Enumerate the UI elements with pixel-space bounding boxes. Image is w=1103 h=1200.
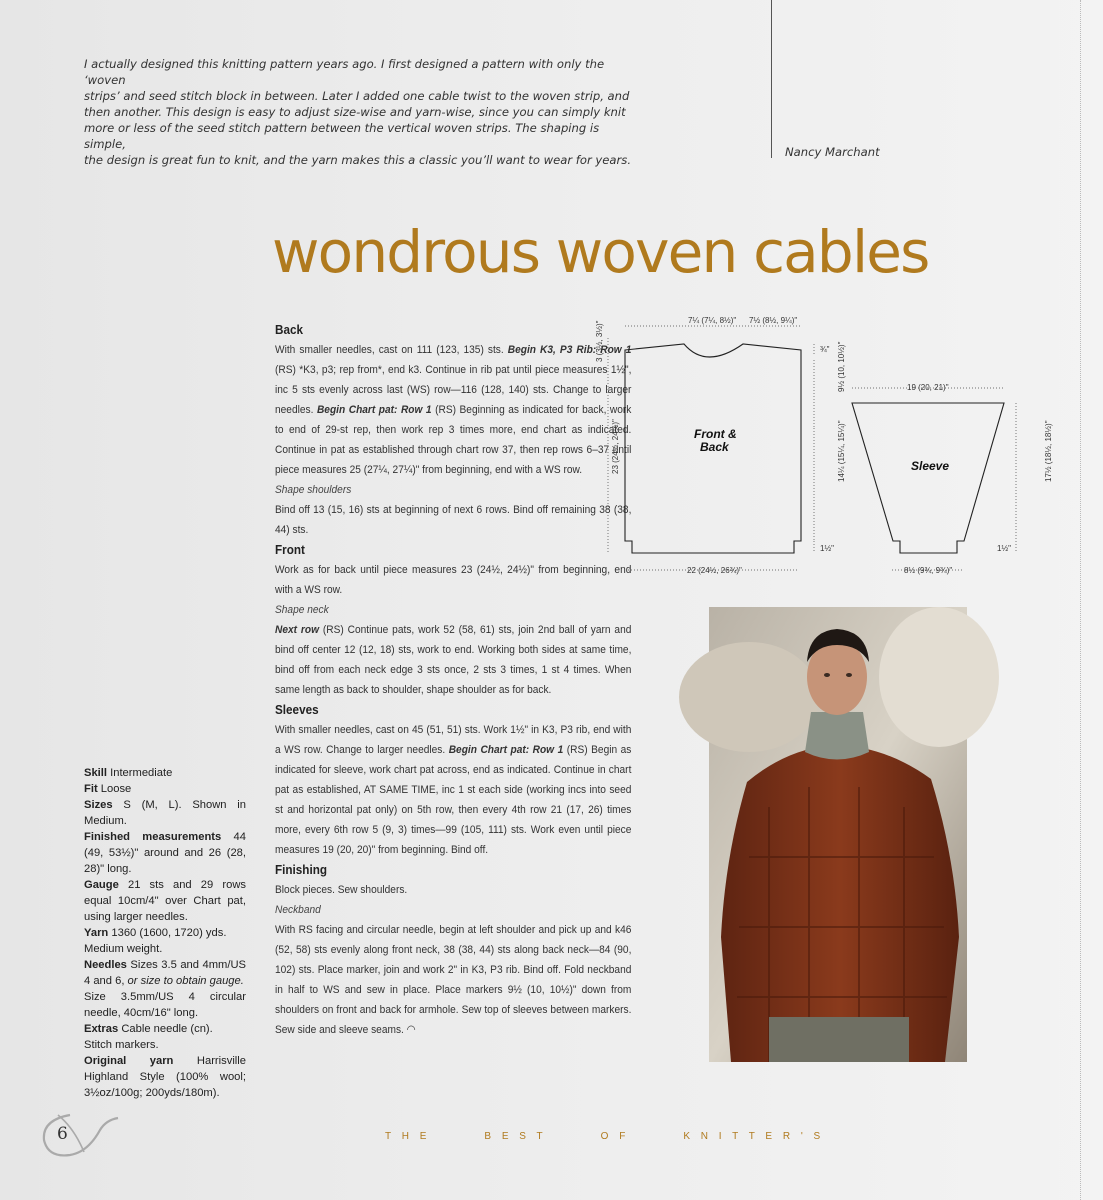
divider-rule (771, 0, 772, 158)
intro-line: then another. This design is easy to adjust size-wise and yarn-wise, since you can simply knit (84, 105, 626, 119)
front-text-2: Next row (RS) Continue pats, work 52 (58, 61) sts, join 2nd ball of yarn and bind off center 12 (12, 18) sts, work to end. Working both sides at same time, bind off from each neck edge 3 sts once, 2 sts 3 times, 1 st 4 times. When same length as back to shoulder, shape shoulder as for back. (275, 624, 632, 696)
back-text-2: Bind off 13 (15, 16) sts at beginning of next 6 rows. Bind off remaining 38 (38, 44) sts. (275, 504, 632, 536)
subheading-shape-neck: Shape neck (275, 604, 329, 616)
spec-sizes: Sizes S (M, L). Shown in Medium. (84, 799, 246, 827)
intro-line: I actually designed this knitting pattern years ago. I first designed a pattern with only the ‘woven (84, 57, 605, 87)
sleeve-outline (852, 403, 1004, 553)
dim-body-length: 23 (24½, 24½)" (611, 419, 620, 474)
dim-neck-drop: ¾" (820, 345, 830, 354)
pattern-specs (84, 765, 246, 1101)
spec-original-yarn: Original yarn Harrisville Highland Style (100% wool; 3½oz/100g; 200yds/180m). (84, 1055, 247, 1099)
author-name: Nancy Marchant (785, 145, 880, 159)
footer-word: T H E (385, 1131, 431, 1142)
dim-top-2: 7½ (8½, 9¼)" (749, 316, 798, 325)
label-sleeve: Sleeve (911, 459, 950, 473)
spec-extras: Extras Cable needle (cn). (84, 1023, 213, 1035)
finishing-text: Block pieces. Sew shoulders. (275, 884, 408, 896)
garment-schematic (592, 308, 1053, 588)
label-front-back-1: Front & (694, 427, 737, 441)
spec-yarn: Yarn 1360 (1600, 1720) yds. (84, 927, 227, 939)
end-mark-icon: ◠ (406, 1024, 416, 1036)
spec-skill: Skill Intermediate (84, 767, 173, 779)
spec-needles-2: Size 3.5mm/US 4 circular needle, 40cm/16" long. (84, 991, 246, 1019)
dim-sleeve-cuff: 8½ (9¾, 9¾)" (904, 566, 953, 575)
front-text: Work as for back until piece measures 23 (24½, 24½)" from beginning, end with a WS row. (275, 564, 632, 596)
page-title: wondrous woven cables (272, 218, 929, 286)
footer-word: K N I T T E R ' S (683, 1131, 825, 1142)
intro-line: the design is great fun to knit, and the yarn makes this a classic you’ll want to wear for years. (84, 153, 632, 167)
spec-gauge: Gauge 21 sts and 29 rows equal 10cm/4" over Chart pat, using larger needles. (84, 879, 246, 923)
section-heading-front: Front (275, 542, 305, 557)
dim-side-length: 14¼ (15¼, 15¼)" (837, 420, 846, 482)
section-heading-sleeves: Sleeves (275, 702, 319, 717)
label-front-back-2: Back (700, 440, 729, 454)
spec-finished: Finished measurements 44 (49, 53½)" around and 26 (28, 28)" long. (84, 831, 246, 875)
section-heading-finishing: Finishing (275, 862, 328, 877)
page-number: 6 (57, 1124, 68, 1144)
spec-needles: Needles Sizes 3.5 and 4mm/US 4 and 6, or size to obtain gauge. (84, 959, 246, 987)
back-text: With smaller needles, cast on 111 (123, 135) sts. Begin K3, P3 Rib: Row 1 (RS) *K3, p3; rep from*, end k3. Continue in rib pat until piece measures 1½", inc 5 sts evenly across last (WS) row—116 (128, 140) sts. Change to larger needles. Begin Chart pat: Row 1 (RS) Beginning as indicated for back, work to end of 29-st rep, then work rep 3 times more, end chart as indicated. Continue in pat as established through chart row 37, then rep rows 6–37 until piece measures 25 (27¼, 27¼)" from beginning, end with a WS row. (275, 344, 632, 476)
footer-word: B E S T (484, 1131, 547, 1142)
dim-shoulder: 3 (3½, 3½)" (595, 320, 604, 362)
spec-fit: Fit Loose (84, 783, 132, 795)
intro-paragraph (84, 56, 636, 168)
sleeves-text: With smaller needles, cast on 45 (51, 51) sts. Work 1½" in K3, P3 rib, end with a WS row. Change to larger needles. Begin Chart pat: Row 1 (RS) Begin as indicated for sleeve, work chart pat across, end as indicated. Continue in chart pat as established, AT SAME TIME, inc 1 st each side (working incs into seed st and horizontal pat only) on 5th row, then every 4th row 21 (17, 26) times more, every 6th row 5 (9, 3) times—99 (105, 111) sts. Work even until piece measures 19 (20, 20)" from beginning. Bind off. (275, 724, 632, 856)
page-number-ornament (40, 1110, 120, 1160)
subheading-neckband: Neckband (275, 904, 321, 916)
finishing-text-2: With RS facing and circular needle, begin at left shoulder and pick up and k46 (52, 58) sts evenly along front neck, 38 (38, 44) sts along back neck—84 (90, 102) sts. Place marker, join and work 2" in K3, P3 rib. Bind off. Fold neckband in half to WS and sew in place. Place markers 9½ (10, 10½)" down from shoulders on front and back for armhole. Sew top of sleeves between markers. Sew side and sleeve seams. ◠ (275, 924, 632, 1036)
dim-rib-body: 1½" (820, 544, 834, 553)
spec-yarn-weight: Medium weight. (84, 943, 163, 955)
section-heading-back: Back (275, 322, 303, 337)
dim-sleeve-top: 19 (20, 21)" (907, 383, 949, 392)
intro-line: strips’ and seed stitch block in between. Later I added one cable twist to the woven strip, and (84, 89, 630, 103)
dim-sleeve-length: 17½ (18½, 18½)" (1044, 420, 1053, 482)
model-photo (709, 607, 967, 1062)
spec-extras-2: Stitch markers. (84, 1039, 159, 1051)
footer-title (385, 1131, 824, 1142)
footer-word: O F (600, 1131, 630, 1142)
dim-rib-sleeve: 1½" (997, 544, 1011, 553)
dim-body-width: 22 (24½, 26¾)" (687, 566, 742, 575)
dim-top-1: 7¼ (7¼, 8½)" (688, 316, 737, 325)
dim-armhole: 9½ (10, 10½)" (837, 341, 846, 392)
page-edge-rule (1080, 0, 1082, 1200)
subheading-shape-shoulders: Shape shoulders (275, 484, 352, 496)
intro-line: more or less of the seed stitch pattern between the vertical woven strips. The shaping is simple, (84, 121, 600, 151)
